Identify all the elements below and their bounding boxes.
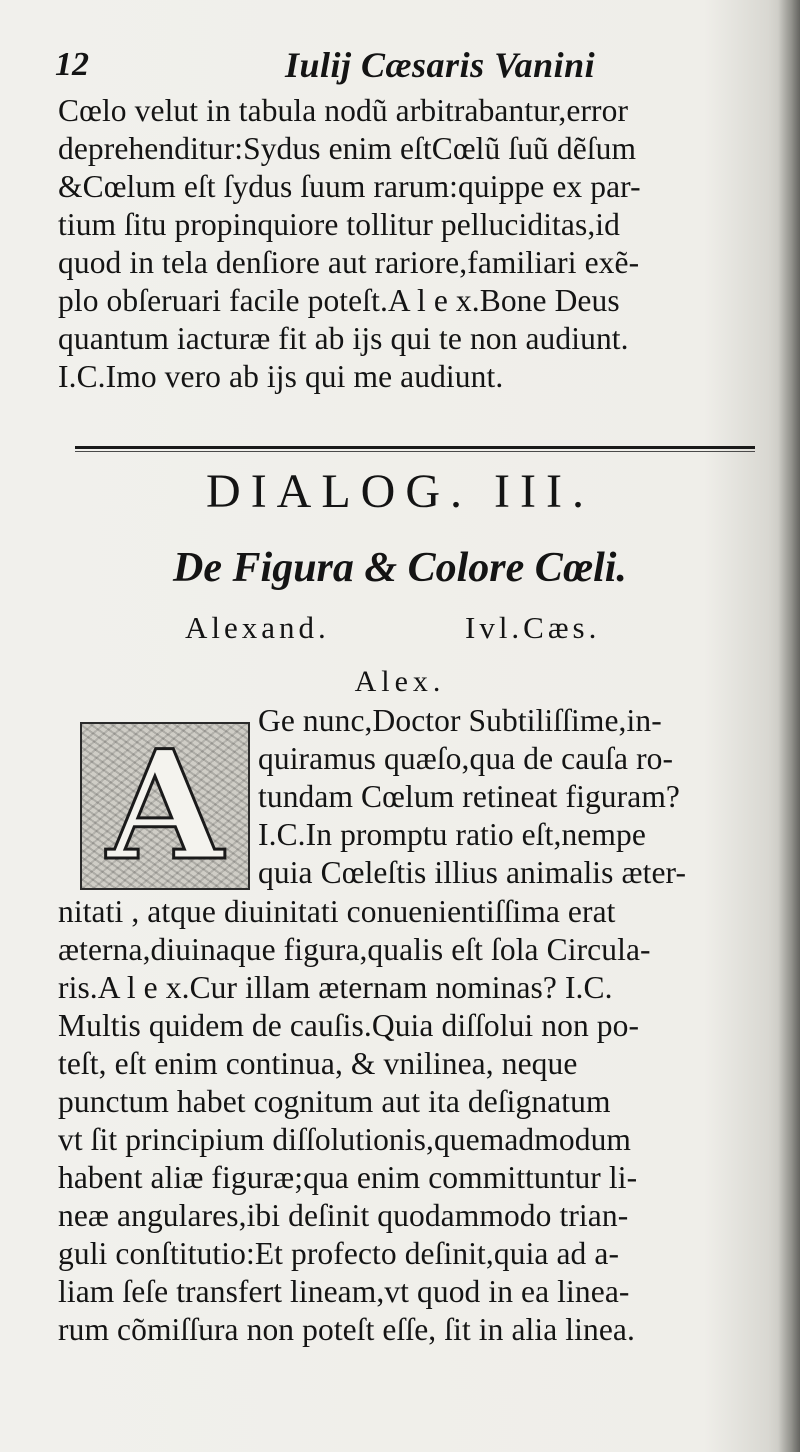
text-line: quod in tela denſiore aut rariore,familiari exẽ- bbox=[58, 245, 640, 280]
text-line: punctum habet cognitum aut ita deſignatum bbox=[58, 1084, 611, 1119]
text-line: plo obſeruari facile poteſt.A l e x.Bone Deus bbox=[58, 283, 620, 318]
text-line: æterna,diuinaque figura,qualis eſt ſola Circula- bbox=[58, 932, 651, 967]
speaker-heading: Alex. bbox=[354, 665, 446, 698]
text-line: quantum iacturæ fit ab ijs qui te non audiunt. bbox=[58, 321, 629, 356]
dialog-title: DIALOG. III. bbox=[206, 465, 594, 518]
text-line: guli conſtitutio:Et profecto deſinit,quia ad a- bbox=[58, 1236, 620, 1271]
text-line: neæ angulares,ibi deſinit quodammodo trian- bbox=[58, 1198, 629, 1233]
text-line: tium ſitu propinquiore tollitur pelluciditas,id bbox=[58, 207, 621, 242]
body-paragraph bbox=[58, 893, 768, 1349]
page-number: 12 bbox=[55, 46, 89, 83]
text-line: liam ſeſe transfert lineam,vt quod in ea linea- bbox=[58, 1274, 630, 1309]
text-line: Cœlo velut in tabula nodũ arbitrabantur,error bbox=[58, 93, 629, 128]
initial-letter: A bbox=[106, 718, 224, 894]
section-rule bbox=[75, 446, 755, 449]
decorated-initial-icon bbox=[80, 718, 250, 894]
text-line: tundam Cœlum retineat figuram? bbox=[258, 779, 681, 814]
text-line: Ge nunc,Doctor Subtiliſſime,in- bbox=[258, 703, 662, 738]
text-line: I.C.Imo vero ab ijs qui me audiunt. bbox=[58, 359, 504, 394]
indented-paragraph bbox=[258, 702, 770, 892]
text-line: quia Cœleſtis illius animalis æter- bbox=[258, 855, 687, 890]
text-line: I.C.In promptu ratio eſt,nempe bbox=[258, 817, 646, 852]
text-line: ris.A l e x.Cur illam æternam nominas? I.C. bbox=[58, 970, 613, 1005]
text-line: &Cœlum eſt ſydus ſuum rarum:quippe ex par- bbox=[58, 169, 641, 204]
speaker-right: Ivl.Cæs. bbox=[465, 610, 601, 645]
running-title: Iulij Cæsaris Vanini bbox=[285, 45, 596, 85]
text-line: nitati , atque diuinitati conuenientiſſima erat bbox=[58, 894, 616, 929]
text-line: vt ſit principium diſſolutionis,quemadmodum bbox=[58, 1122, 632, 1157]
speaker-left: Alexand. bbox=[185, 610, 330, 645]
section-rule-thin bbox=[75, 451, 755, 452]
text-line: Multis quidem de cauſis.Quia diſſolui non po- bbox=[58, 1008, 640, 1043]
speakers-line bbox=[185, 605, 665, 651]
text-line: quiramus quæſo,qua de cauſa ro- bbox=[258, 741, 674, 776]
text-line: habent aliæ figuræ;qua enim committuntur li- bbox=[58, 1160, 638, 1195]
page-edge-shadow bbox=[778, 0, 800, 1452]
dialog-subtitle: De Figura & Colore Cœli. bbox=[173, 545, 627, 591]
text-line: rum cõmiſſura non poteſt eſſe, ſit in alia linea. bbox=[58, 1312, 635, 1347]
text-line: deprehenditur:Sydus enim eſtCœlũ ſuũ dẽſum bbox=[58, 131, 637, 166]
text-line: teſt, eſt enim continua, & vnilinea, neque bbox=[58, 1046, 578, 1081]
top-paragraph bbox=[58, 92, 768, 396]
page-header bbox=[55, 40, 615, 88]
